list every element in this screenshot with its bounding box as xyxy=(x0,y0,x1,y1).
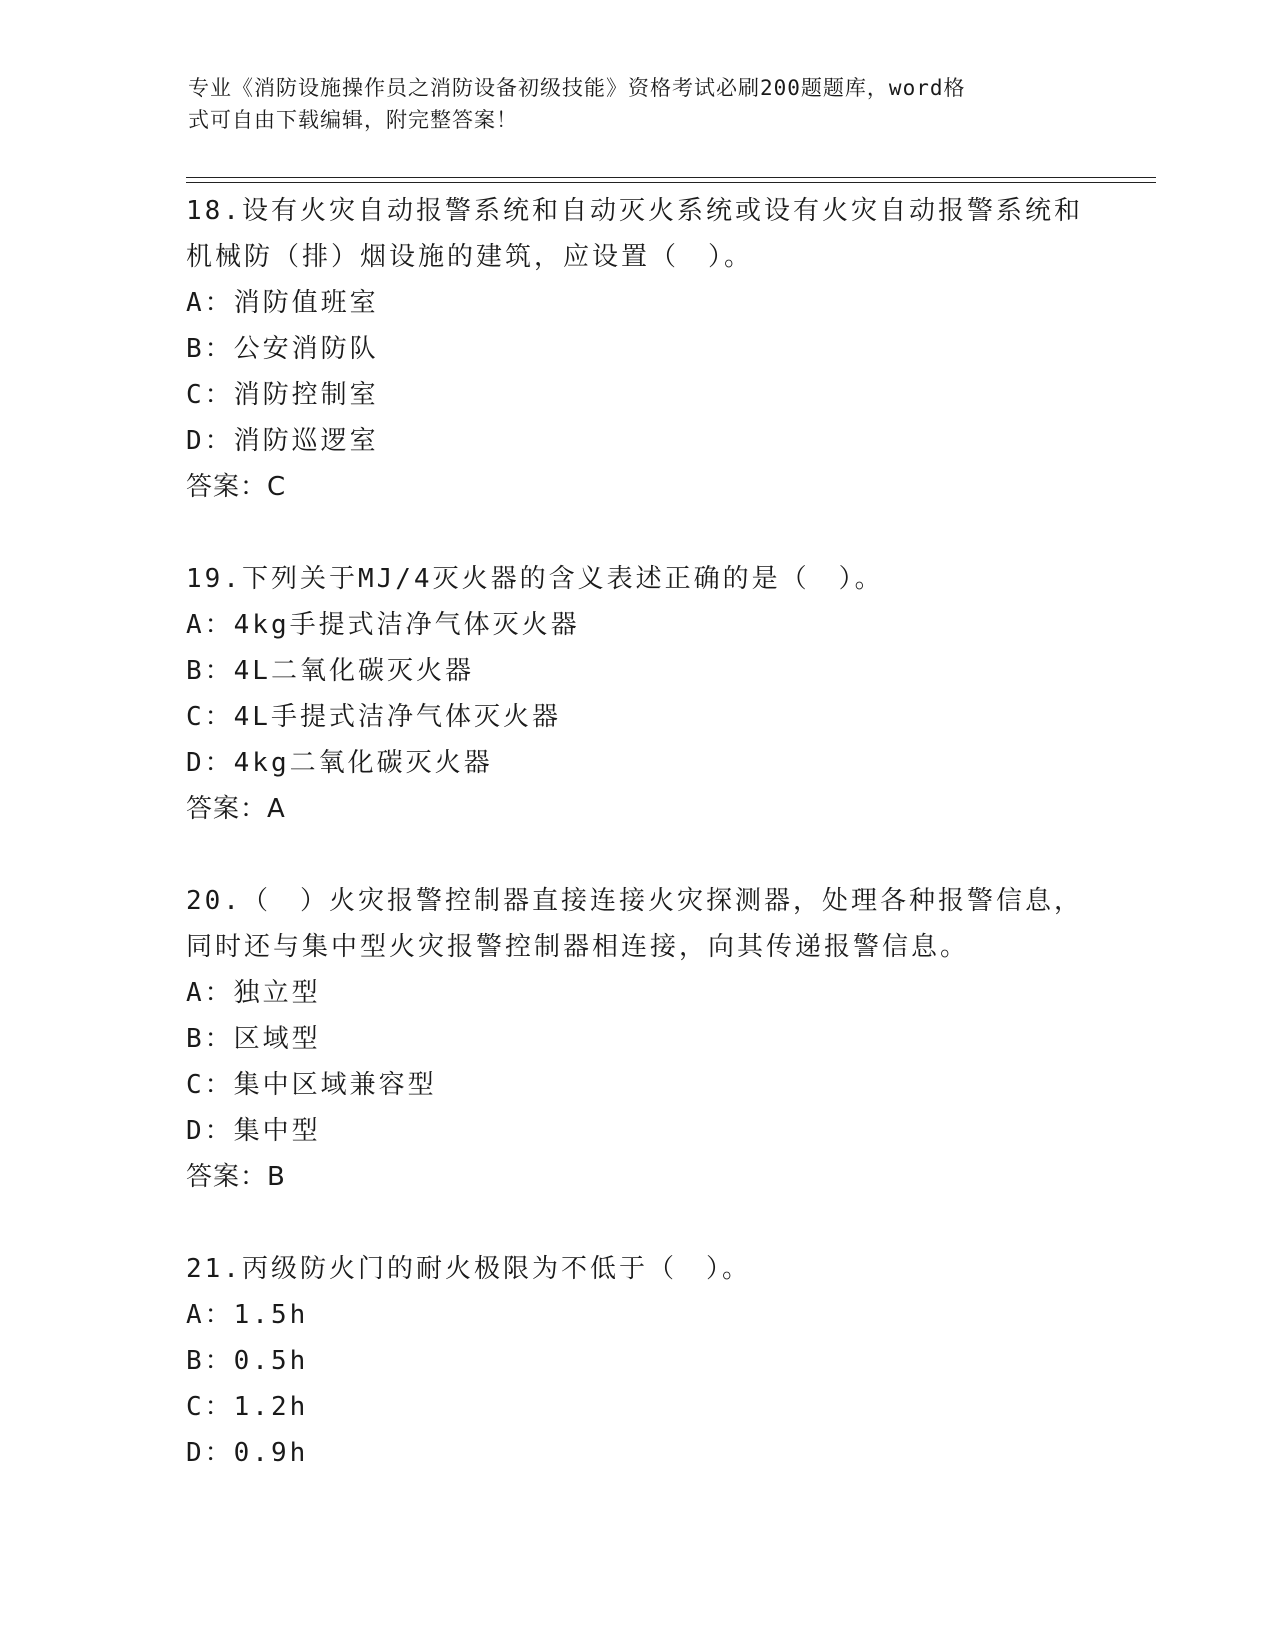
question-stem: 21.丙级防火门的耐火极限为不低于（ ）。 xyxy=(186,1254,751,1284)
question-21 xyxy=(186,1246,1086,1476)
question-list xyxy=(186,188,1086,1476)
option-d: D：0.9h xyxy=(186,1438,309,1468)
option-b: B：区域型 xyxy=(186,1024,321,1054)
option-a: A：4kg手提式洁净气体灭火器 xyxy=(186,610,580,640)
option-b: B：公安消防队 xyxy=(186,334,379,364)
spacer xyxy=(186,510,1086,556)
option-b: B：4L二氧化碳灭火器 xyxy=(186,656,474,686)
question-19 xyxy=(186,556,1086,832)
answer: 答案：A xyxy=(186,794,286,824)
spacer xyxy=(186,1200,1086,1246)
question-stem: 20.（ ）火灾报警控制器直接连接火灾探测器，处理各种报警信息， xyxy=(186,886,1083,916)
option-a: A：1.5h xyxy=(186,1300,309,1330)
option-d: D：4kg二氧化碳灭火器 xyxy=(186,748,493,778)
header-line-2: 式可自由下载编辑，附完整答案！ xyxy=(188,108,518,132)
answer: 答案：B xyxy=(186,1162,286,1192)
question-stem-continued: 同时还与集中型火灾报警控制器相连接，向其传递报警信息。 xyxy=(186,932,970,962)
option-c: C：消防控制室 xyxy=(186,380,379,410)
question-18 xyxy=(186,188,1086,510)
option-c: C：1.2h xyxy=(186,1392,309,1422)
header-divider-top xyxy=(186,177,1156,178)
answer: 答案：C xyxy=(186,472,287,502)
document-header xyxy=(188,72,1068,136)
option-a: A：独立型 xyxy=(186,978,321,1008)
option-a: A：消防值班室 xyxy=(186,288,379,318)
question-stem: 18.设有火灾自动报警系统和自动灭火系统或设有火灾自动报警系统和 xyxy=(186,196,1083,226)
header-divider-bottom xyxy=(186,182,1156,183)
option-b: B：0.5h xyxy=(186,1346,309,1376)
question-stem-continued: 机械防（排）烟设施的建筑，应设置（ ）。 xyxy=(186,242,754,272)
option-d: D：消防巡逻室 xyxy=(186,426,379,456)
spacer xyxy=(186,832,1086,878)
question-20 xyxy=(186,878,1086,1200)
option-c: C：4L手提式洁净气体灭火器 xyxy=(186,702,561,732)
option-c: C：集中区域兼容型 xyxy=(186,1070,437,1100)
question-stem: 19.下列关于MJ/4灭火器的含义表述正确的是（ ）。 xyxy=(186,564,884,594)
option-d: D：集中型 xyxy=(186,1116,321,1146)
header-line-1: 专业《消防设施操作员之消防设备初级技能》资格考试必刷200题题库，word格 xyxy=(188,76,966,100)
